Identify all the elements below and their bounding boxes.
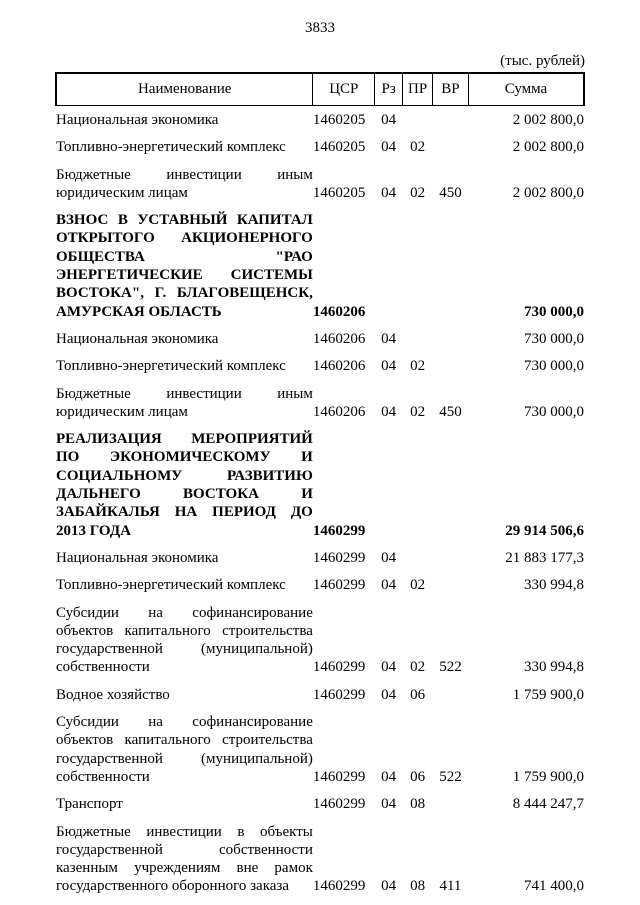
cell-rz: 04 xyxy=(381,358,397,375)
cell-pr: 02 xyxy=(410,184,426,201)
table-row xyxy=(56,790,584,817)
cell-pr: 02 xyxy=(410,659,426,676)
cell-vr xyxy=(433,571,469,598)
cell-pr: 08 xyxy=(410,796,426,813)
cell-csr: 1460206 xyxy=(312,403,366,420)
table-row xyxy=(56,325,584,352)
cell-name: Топливно-энергетический комплекс xyxy=(56,139,286,156)
cell-rz: 04 xyxy=(381,577,397,594)
cell-sum: 730 000,0 xyxy=(524,358,584,375)
cell-csr: 1460299 xyxy=(312,577,366,594)
header-name: Наименование xyxy=(56,73,313,106)
table-row xyxy=(56,352,584,379)
cell-rz: 04 xyxy=(381,403,397,420)
cell-rz: 04 xyxy=(381,768,397,785)
budget-table xyxy=(55,72,585,900)
cell-rz: 04 xyxy=(381,549,397,566)
table-row xyxy=(56,708,584,790)
cell-rz: 04 xyxy=(381,878,397,895)
cell-sum: 330 994,8 xyxy=(524,577,584,594)
cell-pr: 02 xyxy=(410,139,426,156)
cell-vr: 450 xyxy=(439,184,462,201)
cell-vr xyxy=(433,325,469,352)
cell-sum: 730 000,0 xyxy=(524,303,584,320)
cell-name: Субсидии на софинансирование объектов капитального строительства государственной (муниципальной) собственности xyxy=(56,604,313,676)
cell-csr: 1460299 xyxy=(312,549,366,566)
cell-csr: 1460299 xyxy=(312,686,366,703)
cell-name: Бюджетные инвестиции в объекты государственной собственности казенным учреждениям вне рамок государственного оборонного заказа xyxy=(56,823,313,895)
cell-csr: 1460206 xyxy=(312,330,366,347)
cell-csr: 1460206 xyxy=(312,303,366,320)
cell-csr: 1460299 xyxy=(312,768,366,785)
cell-sum: 730 000,0 xyxy=(524,330,584,347)
cell-sum: 29 914 506,6 xyxy=(505,522,584,539)
cell-csr: 1460299 xyxy=(312,878,366,895)
cell-rz: 04 xyxy=(381,659,397,676)
cell-vr: 411 xyxy=(439,878,462,895)
cell-name: ВЗНОС В УСТАВНЫЙ КАПИТАЛ ОТКРЫТОГО АКЦИОНЕРНОГО ОБЩЕСТВА "РАО ЭНЕРГЕТИЧЕСКИЕ СИСТЕМЫ ВОСТОКА", Г. БЛАГОВЕЩЕНСК, АМУРСКАЯ ОБЛАСТЬ xyxy=(56,212,313,320)
table-body xyxy=(56,106,584,900)
header-vr: ВР xyxy=(433,73,469,106)
cell-name: Топливно-энергетический комплекс xyxy=(56,358,286,375)
cell-name: Транспорт xyxy=(56,796,123,813)
cell-vr: 522 xyxy=(439,768,462,785)
cell-name: Национальная экономика xyxy=(56,112,219,128)
cell-csr: 1460299 xyxy=(312,522,366,539)
cell-vr xyxy=(433,106,469,134)
cell-rz: 04 xyxy=(381,686,397,703)
table-row xyxy=(56,133,584,160)
cell-name: Бюджетные инвестиции иным юридическим лицам xyxy=(56,166,313,201)
table-row xyxy=(56,106,584,134)
cell-name: РЕАЛИЗАЦИЯ МЕРОПРИЯТИЙ ПО ЭКОНОМИЧЕСКОМУ И СОЦИАЛЬНОМУ РАЗВИТИЮ ДАЛЬНЕГО ВОСТОКА И ЗАБАЙКАЛЬЯ НА ПЕРИОД ДО 2013 ГОДА xyxy=(56,431,313,539)
cell-vr xyxy=(433,681,469,708)
cell-pr xyxy=(403,206,433,325)
cell-csr: 1460299 xyxy=(312,659,366,676)
header-csr: ЦСР xyxy=(313,73,375,106)
table-row xyxy=(56,206,584,325)
cell-pr xyxy=(403,325,433,352)
cell-sum: 730 000,0 xyxy=(524,403,584,420)
cell-vr xyxy=(433,790,469,817)
cell-pr xyxy=(403,425,433,544)
table-row xyxy=(56,161,584,207)
cell-csr: 1460299 xyxy=(312,796,366,813)
units-note: (тыс. рублей) xyxy=(500,53,585,69)
cell-pr: 06 xyxy=(410,768,426,785)
page-number: 3833 xyxy=(305,20,335,36)
cell-vr xyxy=(433,352,469,379)
cell-sum: 8 444 247,7 xyxy=(512,796,584,813)
cell-pr: 02 xyxy=(410,577,426,594)
cell-vr: 450 xyxy=(439,403,462,420)
cell-pr xyxy=(403,544,433,571)
cell-name: Национальная экономика xyxy=(56,330,219,347)
cell-pr: 06 xyxy=(410,686,426,703)
cell-name: Бюджетные инвестиции иным юридическим лицам xyxy=(56,385,313,420)
cell-rz xyxy=(375,206,403,325)
table-header-row xyxy=(56,73,584,106)
cell-rz: 04 xyxy=(381,796,397,813)
header-pr: ПР xyxy=(403,73,433,106)
cell-sum: 21 883 177,3 xyxy=(505,549,584,566)
cell-pr: 02 xyxy=(410,358,426,375)
cell-name: Водное хозяйство xyxy=(56,686,170,703)
cell-vr xyxy=(433,133,469,160)
cell-vr xyxy=(433,425,469,544)
cell-sum: 1 759 900,0 xyxy=(512,768,584,785)
cell-name: Субсидии на софинансирование объектов капитального строительства государственной (муниципальной) собственности xyxy=(56,714,313,785)
cell-rz: 04 xyxy=(381,184,397,201)
header-rz: Рз xyxy=(375,73,403,106)
table-row xyxy=(56,380,584,426)
cell-pr xyxy=(403,106,433,134)
cell-vr xyxy=(433,544,469,571)
cell-vr: 522 xyxy=(439,659,462,676)
cell-sum: 330 994,8 xyxy=(524,659,584,676)
cell-name: Топливно-энергетический комплекс xyxy=(56,577,286,594)
cell-vr xyxy=(433,206,469,325)
table-row xyxy=(56,599,584,681)
cell-csr: 1460205 xyxy=(312,112,366,128)
table-row xyxy=(56,544,584,571)
cell-sum: 741 400,0 xyxy=(524,878,584,895)
cell-name: Национальная экономика xyxy=(56,549,219,566)
table-row xyxy=(56,425,584,544)
table-row xyxy=(56,818,584,900)
cell-sum: 2 002 800,0 xyxy=(512,184,584,201)
cell-csr: 1460206 xyxy=(312,358,366,375)
table-row xyxy=(56,681,584,708)
cell-csr: 1460205 xyxy=(312,139,366,156)
cell-sum: 2 002 800,0 xyxy=(512,139,584,156)
cell-sum: 2 002 800,0 xyxy=(512,112,584,128)
cell-rz xyxy=(375,425,403,544)
cell-sum: 1 759 900,0 xyxy=(512,686,584,703)
cell-rz: 04 xyxy=(381,139,397,156)
cell-pr: 02 xyxy=(410,403,426,420)
cell-rz: 04 xyxy=(381,112,397,128)
header-sum: Сумма xyxy=(468,73,584,106)
table-row xyxy=(56,571,584,598)
cell-pr: 08 xyxy=(410,878,426,895)
cell-csr: 1460205 xyxy=(312,184,366,201)
cell-rz: 04 xyxy=(381,330,397,347)
